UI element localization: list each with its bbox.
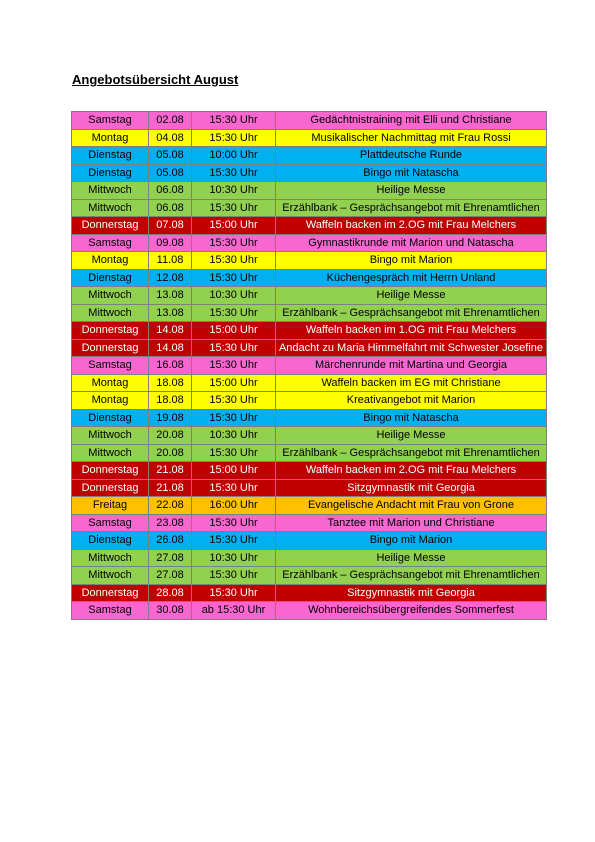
day-cell: Samstag (72, 112, 149, 130)
time-cell: 10:00 Uhr (192, 147, 276, 165)
table-row (72, 427, 547, 445)
table-row (72, 234, 547, 252)
time-cell: 15:30 Uhr (192, 252, 276, 270)
event-cell: Heilige Messe (276, 182, 547, 200)
day-cell: Mittwoch (72, 567, 149, 585)
day-cell: Dienstag (72, 532, 149, 550)
table-row (72, 374, 547, 392)
table-row (72, 602, 547, 620)
event-cell: Heilige Messe (276, 549, 547, 567)
event-cell: Bingo mit Marion (276, 532, 547, 550)
event-cell: Erzählbank – Gesprächsangebot mit Ehrenamtlichen (276, 304, 547, 322)
event-cell: Waffeln backen im 2.OG mit Frau Melchers (276, 462, 547, 480)
date-cell: 06.08 (149, 182, 192, 200)
date-cell: 13.08 (149, 304, 192, 322)
day-cell: Montag (72, 252, 149, 270)
event-cell: Küchengespräch mit Herrn Unland (276, 269, 547, 287)
event-cell: Waffeln backen im 1.OG mit Frau Melchers (276, 322, 547, 340)
page-title: Angebotsübersicht August (72, 72, 239, 87)
time-cell: 15:00 Uhr (192, 322, 276, 340)
date-cell: 06.08 (149, 199, 192, 217)
time-cell: 15:30 Uhr (192, 479, 276, 497)
time-cell: 15:30 Uhr (192, 514, 276, 532)
date-cell: 02.08 (149, 112, 192, 130)
event-cell: Sitzgymnastik mit Georgia (276, 584, 547, 602)
event-cell: Tanztee mit Marion und Christiane (276, 514, 547, 532)
event-cell: Märchenrunde mit Martina und Georgia (276, 357, 547, 375)
date-cell: 22.08 (149, 497, 192, 515)
table-row (72, 462, 547, 480)
table-row (72, 182, 547, 200)
event-cell: Heilige Messe (276, 427, 547, 445)
date-cell: 05.08 (149, 164, 192, 182)
table-row (72, 567, 547, 585)
table-row (72, 322, 547, 340)
day-cell: Samstag (72, 514, 149, 532)
table-row (72, 269, 547, 287)
event-cell: Musikalischer Nachmittag mit Frau Rossi (276, 129, 547, 147)
time-cell: 15:30 Uhr (192, 304, 276, 322)
time-cell: 15:00 Uhr (192, 374, 276, 392)
schedule-body (72, 112, 547, 620)
date-cell: 16.08 (149, 357, 192, 375)
table-row (72, 217, 547, 235)
event-cell: Heilige Messe (276, 287, 547, 305)
day-cell: Donnerstag (72, 479, 149, 497)
table-row (72, 532, 547, 550)
day-cell: Samstag (72, 602, 149, 620)
day-cell: Mittwoch (72, 287, 149, 305)
table-row (72, 357, 547, 375)
time-cell: 15:30 Uhr (192, 339, 276, 357)
event-cell: Bingo mit Natascha (276, 409, 547, 427)
table-row (72, 304, 547, 322)
day-cell: Dienstag (72, 164, 149, 182)
event-cell: Erzählbank – Gesprächsangebot mit Ehrenamtlichen (276, 567, 547, 585)
time-cell: 10:30 Uhr (192, 287, 276, 305)
date-cell: 04.08 (149, 129, 192, 147)
table-row (72, 339, 547, 357)
date-cell: 18.08 (149, 374, 192, 392)
date-cell: 21.08 (149, 479, 192, 497)
date-cell: 23.08 (149, 514, 192, 532)
time-cell: 15:00 Uhr (192, 462, 276, 480)
date-cell: 20.08 (149, 427, 192, 445)
day-cell: Montag (72, 392, 149, 410)
time-cell: 15:30 Uhr (192, 112, 276, 130)
day-cell: Samstag (72, 357, 149, 375)
table-row (72, 129, 547, 147)
day-cell: Mittwoch (72, 549, 149, 567)
time-cell: 15:30 Uhr (192, 444, 276, 462)
event-cell: Bingo mit Marion (276, 252, 547, 270)
table-row (72, 199, 547, 217)
event-cell: Erzählbank – Gesprächsangebot mit Ehrenamtlichen (276, 444, 547, 462)
event-cell: Evangelische Andacht mit Frau von Grone (276, 497, 547, 515)
time-cell: 15:30 Uhr (192, 392, 276, 410)
table-row (72, 549, 547, 567)
date-cell: 07.08 (149, 217, 192, 235)
day-cell: Montag (72, 129, 149, 147)
time-cell: 15:30 Uhr (192, 164, 276, 182)
day-cell: Donnerstag (72, 462, 149, 480)
schedule-table (71, 111, 547, 620)
event-cell: Sitzgymnastik mit Georgia (276, 479, 547, 497)
table-row (72, 514, 547, 532)
event-cell: Kreativangebot mit Marion (276, 392, 547, 410)
date-cell: 20.08 (149, 444, 192, 462)
event-cell: Andacht zu Maria Himmelfahrt mit Schwester Josefine (276, 339, 547, 357)
day-cell: Mittwoch (72, 427, 149, 445)
event-cell: Gymnastikrunde mit Marion und Natascha (276, 234, 547, 252)
event-cell: Waffeln backen im EG mit Christiane (276, 374, 547, 392)
date-cell: 30.08 (149, 602, 192, 620)
event-cell: Waffeln backen im 2.OG mit Frau Melchers (276, 217, 547, 235)
table-row (72, 112, 547, 130)
time-cell: 10:30 Uhr (192, 427, 276, 445)
table-row (72, 252, 547, 270)
day-cell: Mittwoch (72, 304, 149, 322)
date-cell: 05.08 (149, 147, 192, 165)
date-cell: 14.08 (149, 322, 192, 340)
time-cell: ab 15:30 Uhr (192, 602, 276, 620)
event-cell: Bingo mit Natascha (276, 164, 547, 182)
date-cell: 21.08 (149, 462, 192, 480)
date-cell: 09.08 (149, 234, 192, 252)
day-cell: Donnerstag (72, 584, 149, 602)
date-cell: 27.08 (149, 567, 192, 585)
table-row (72, 287, 547, 305)
table-row (72, 479, 547, 497)
time-cell: 15:30 Uhr (192, 584, 276, 602)
day-cell: Mittwoch (72, 444, 149, 462)
time-cell: 15:30 Uhr (192, 234, 276, 252)
table-row (72, 164, 547, 182)
day-cell: Dienstag (72, 147, 149, 165)
time-cell: 15:30 Uhr (192, 129, 276, 147)
day-cell: Donnerstag (72, 339, 149, 357)
time-cell: 15:30 Uhr (192, 532, 276, 550)
time-cell: 16:00 Uhr (192, 497, 276, 515)
date-cell: 14.08 (149, 339, 192, 357)
time-cell: 15:30 Uhr (192, 357, 276, 375)
date-cell: 18.08 (149, 392, 192, 410)
day-cell: Dienstag (72, 409, 149, 427)
time-cell: 15:30 Uhr (192, 567, 276, 585)
day-cell: Dienstag (72, 269, 149, 287)
date-cell: 26.08 (149, 532, 192, 550)
event-cell: Erzählbank – Gesprächsangebot mit Ehrenamtlichen (276, 199, 547, 217)
day-cell: Mittwoch (72, 199, 149, 217)
table-row (72, 147, 547, 165)
table-row (72, 497, 547, 515)
day-cell: Donnerstag (72, 322, 149, 340)
time-cell: 10:30 Uhr (192, 182, 276, 200)
date-cell: 11.08 (149, 252, 192, 270)
table-row (72, 444, 547, 462)
time-cell: 10:30 Uhr (192, 549, 276, 567)
day-cell: Donnerstag (72, 217, 149, 235)
event-cell: Plattdeutsche Runde (276, 147, 547, 165)
date-cell: 27.08 (149, 549, 192, 567)
table-row (72, 584, 547, 602)
date-cell: 12.08 (149, 269, 192, 287)
time-cell: 15:30 Uhr (192, 269, 276, 287)
day-cell: Freitag (72, 497, 149, 515)
event-cell: Gedächtnistraining mit Elli und Christiane (276, 112, 547, 130)
time-cell: 15:30 Uhr (192, 409, 276, 427)
time-cell: 15:30 Uhr (192, 199, 276, 217)
date-cell: 19.08 (149, 409, 192, 427)
table-row (72, 392, 547, 410)
day-cell: Samstag (72, 234, 149, 252)
date-cell: 13.08 (149, 287, 192, 305)
date-cell: 28.08 (149, 584, 192, 602)
time-cell: 15:00 Uhr (192, 217, 276, 235)
event-cell: Wohnbereichsübergreifendes Sommerfest (276, 602, 547, 620)
day-cell: Montag (72, 374, 149, 392)
day-cell: Mittwoch (72, 182, 149, 200)
table-row (72, 409, 547, 427)
